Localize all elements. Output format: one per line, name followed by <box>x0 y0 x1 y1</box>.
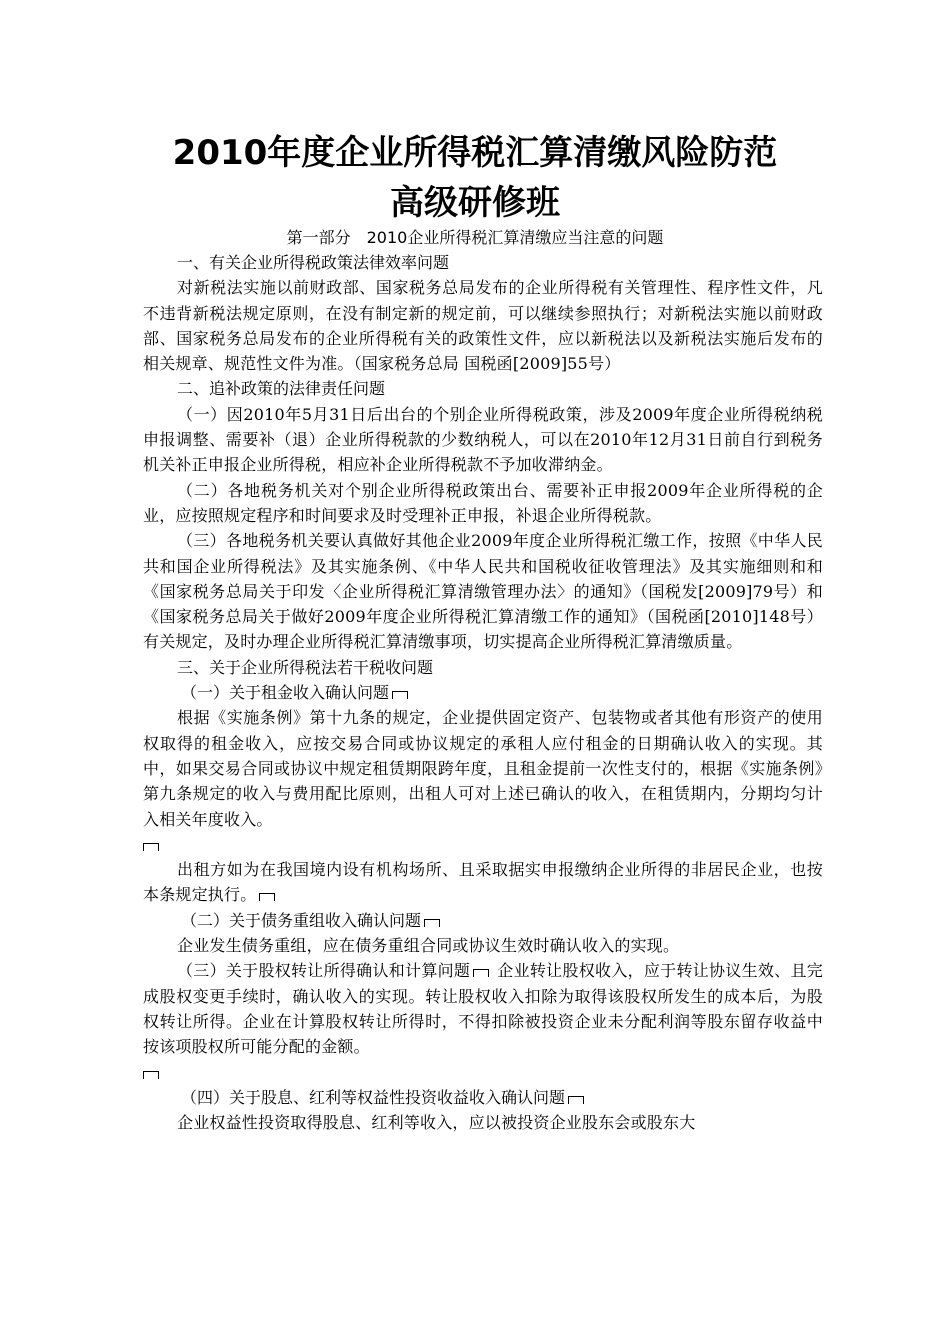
document-body <box>143 250 823 1135</box>
paragraph-mark-icon <box>143 843 159 851</box>
subsection-1-paragraph-2: 出租方如为在我国境内设有机构场所、且采取据实申报缴纳企业所得的非居民企业，也按本条规定执行。 <box>143 860 823 905</box>
paragraph-mark-icon <box>424 919 440 927</box>
subsection-2-paragraph: 企业发生债务重组，应在债务重组合同或协议生效时确认收入的实现。 <box>177 936 680 956</box>
section-2-heading: 二、追补政策的法律责任问题 <box>177 379 386 399</box>
subsection-2-title: （二）关于债务重组收入确认问题 <box>181 910 422 930</box>
subsection-3-paragraph-line <box>143 958 823 1059</box>
subsection-1-paragraph-1: 根据《实施条例》第十九条的规定，企业提供固定资产、包装物或者其他有形资产的使用权取得的租金收入，应按交易合同或协议规定的承租人应付租金的日期确认收入的实现。其中，如果交易合同或协议中规定租赁期限跨年度，且租金提前一次性支付的，根据《实施条例》第九条规定的收入与费用配比原则，出租人可对上述已确认的收入，在租赁期内，分期均匀计入相关年度收入。 <box>143 708 823 829</box>
subsection-4-title: （四）关于股息、红利等权益性投资收益收入确认问题 <box>181 1087 566 1107</box>
section-2-paragraph-2: （二）各地税务机关对个别企业所得税政策出台、需要补正申报2009年企业所得税的企业，应按照规定程序和时间要求及时受理补正申报，补退企业所得税款。 <box>143 480 823 525</box>
part-subtitle: 第一部分 2010企业所得税汇算清缴应当注意的问题 <box>286 228 664 247</box>
paragraph-mark-icon <box>568 1096 584 1104</box>
section-1-heading: 一、有关企业所得税政策法律效率问题 <box>177 253 450 272</box>
section-3-heading: 三、关于企业所得税法若干税收问题 <box>177 657 434 677</box>
subsection-1-paragraph-2-line <box>143 857 823 908</box>
subsection-1-title: （一）关于租金收入确认问题 <box>181 683 390 703</box>
paragraph-mark-icon <box>143 1071 159 1079</box>
paragraph-mark-icon <box>259 893 275 901</box>
section-2-paragraph-1: （一）因2010年5月31日后出台的个别企业所得税政策，涉及2009年度企业所得税纳税申报调整、需要补（退）企业所得税款的少数纳税人，可以在2010年12月31日前自行到税务机关补正申报企业所得税，相应补企业所得税款不予加收滞纳金。 <box>143 404 823 475</box>
section-2-paragraph-3: （三）各地税务机关要认真做好其他企业2009年度企业所得税汇缴工作，按照《中华人民共和国企业所得税法》及其实施条例、《中华人民共和国税收征收管理法》及其实施细则和和《国家税务总局关于印发〈企业所得税汇算清缴管理办法〉的通知》（国税发[2009]79号）和《国家税务总局关于做好2009年度企业所得税汇算清缴工作的通知》（国税函[2010]148号）有关规定，及时办理企业所得税汇算清缴事项，切实提高企业所得税汇算清缴质量。 <box>143 531 823 652</box>
subsection-3-paragraph: 企业转让股权收入，应于转让协议生效、且完成股权变更手续时，确认收入的实现。转让股权收入扣除为取得该股权所发生的成本后，为股权转让所得。企业在计算股权转让所得时，不得扣除被投资企业未分配利润等股东留存收益中按该项股权所可能分配的金额。 <box>143 961 823 1057</box>
subsection-1-line <box>143 680 823 705</box>
section-1-paragraph: 对新税法实施以前财政部、国家税务总局发布的企业所得税有关管理性、程序性文件，凡不违背新税法规定原则，在没有制定新的规定前，可以继续参照执行；对新税法实施以前财政部、国家税务总局发布的企业所得税有关的政策性文件，应以新税法以及新税法实施后发布的相关规章、规范性文件为准。（国家税务总局 国税函[2009]55号） <box>143 278 823 374</box>
document-title-line2: 高级研修班 <box>390 183 560 223</box>
document-title-line1: 2010年度企业所得税汇算清缴风险防范 <box>172 133 778 173</box>
paragraph-mark-icon <box>392 691 408 699</box>
subsection-4-paragraph: 企业权益性投资取得股息、红利等收入，应以被投资企业股东会或股东大 <box>177 1113 696 1133</box>
subsection-2-line <box>143 908 823 933</box>
mark-line <box>143 1060 823 1085</box>
subsection-3-title: （三）关于股权转让所得确认和计算问题 <box>177 961 471 981</box>
mark-line <box>143 832 823 857</box>
paragraph-mark-icon <box>473 969 489 977</box>
subsection-4-line <box>143 1085 823 1110</box>
